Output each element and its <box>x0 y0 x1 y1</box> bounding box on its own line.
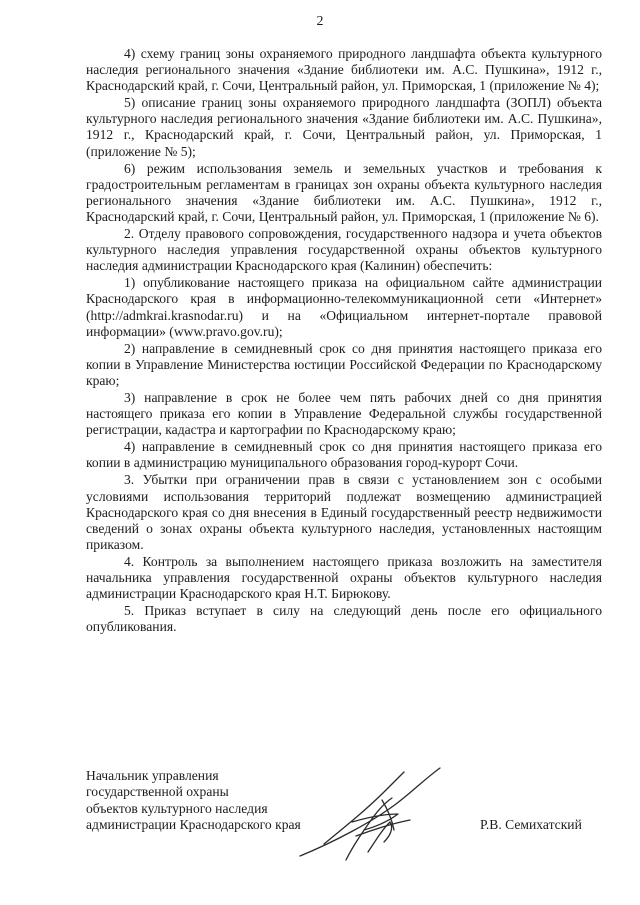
paragraph-subitem-3-registry: 3) направление в срок не более чем пять рабочих дней со дня принятия настоящего приказа его копии в Управление Федеральной службы государственной регистрации, кадастра и картографии по Краснодарскому краю; <box>86 389 602 438</box>
paragraph-item-6-land-use: 6) режим использования земель и земельных участков и требования к градостроительным регламентам в границах зон охраны объекта культурного наследия регионального значения «Здание библиотеки им. А.С. Пушкина», 1912 г., Краснодарский край, г. Сочи, Центральный район, ул. Приморская, 1 (приложение № 6). <box>86 160 602 224</box>
paragraph-subitem-4-sochi: 4) направление в семидневный срок со дня принятия настоящего приказа его копии в администрацию муниципального образования город-курорт Сочи. <box>86 439 602 471</box>
paragraph-subitem-1-publication: 1) опубликование настоящего приказа на официальном сайте администрации Краснодарского края в информационно-телекоммуникационной сети «Интернет» (http://admkrai.krasnodar.ru) и на «Официальном интернет-портале правовой информации» (www.pravo.gov.ru); <box>86 275 602 339</box>
signer-position-line: администрации Краснодарского края <box>86 817 301 833</box>
signer-position-line: государственной охраны <box>86 784 229 800</box>
signer-position-line: объектов культурного наследия <box>86 800 268 816</box>
paragraph-section-2: 2. Отделу правового сопровождения, государственного надзора и учета объектов культурного наследия управления государственной охраны объектов культурного наследия администрации Краснодарского края (Калинин) обеспечить: <box>86 226 602 274</box>
paragraph-item-5-description: 5) описание границ зоны охраняемого природного ландшафта (ЗОПЛ) объекта культурного наследия регионального значения «Здание библиотеки им. А.С. Пушкина», 1912 г., Краснодарский край, г. Сочи, Центральный район, ул. Приморская, 1 (приложение № 5); <box>86 95 602 159</box>
paragraph-section-3-losses: 3. Убытки при ограничении прав в связи с установлением зон с особыми условиями использования территорий подлежат возмещению администрацией Краснодарского края со дня внесения в Единый государственный реестр недвижимости сведений о зонах охраны объекта культурного наследия, установленных настоящим приказом. <box>86 472 602 552</box>
paragraph-section-4-control: 4. Контроль за выполнением настоящего приказа возложить на заместителя начальника управления государственной охраны объектов культурного наследия администрации Краснодарского края Н.Т. Бирюкову. <box>86 553 602 602</box>
paragraph-item-4-scheme: 4) схему границ зоны охраняемого природного ландшафта объекта культурного наследия регионального значения «Здание библиотеки им. А.С. Пушкина», 1912 г., Краснодарский край, г. Сочи, Центральный район, ул. Приморская, 1 (приложение № 4); <box>86 46 602 94</box>
paragraph-section-5-effect: 5. Приказ вступает в силу на следующий день после его официального опубликования. <box>86 603 602 635</box>
signer-name: Р.В. Семихатский <box>480 817 582 832</box>
paragraph-subitem-2-justice: 2) направление в семидневный срок со дня принятия настоящего приказа его копии в Управление Министерства юстиции Российской Федерации по Краснодарскому краю; <box>86 340 602 388</box>
page-number: 2 <box>316 14 324 29</box>
document-body <box>86 46 602 636</box>
signature-block <box>86 768 602 868</box>
handwritten-signature <box>294 764 444 864</box>
signer-position-line: Начальник управления <box>86 768 219 783</box>
